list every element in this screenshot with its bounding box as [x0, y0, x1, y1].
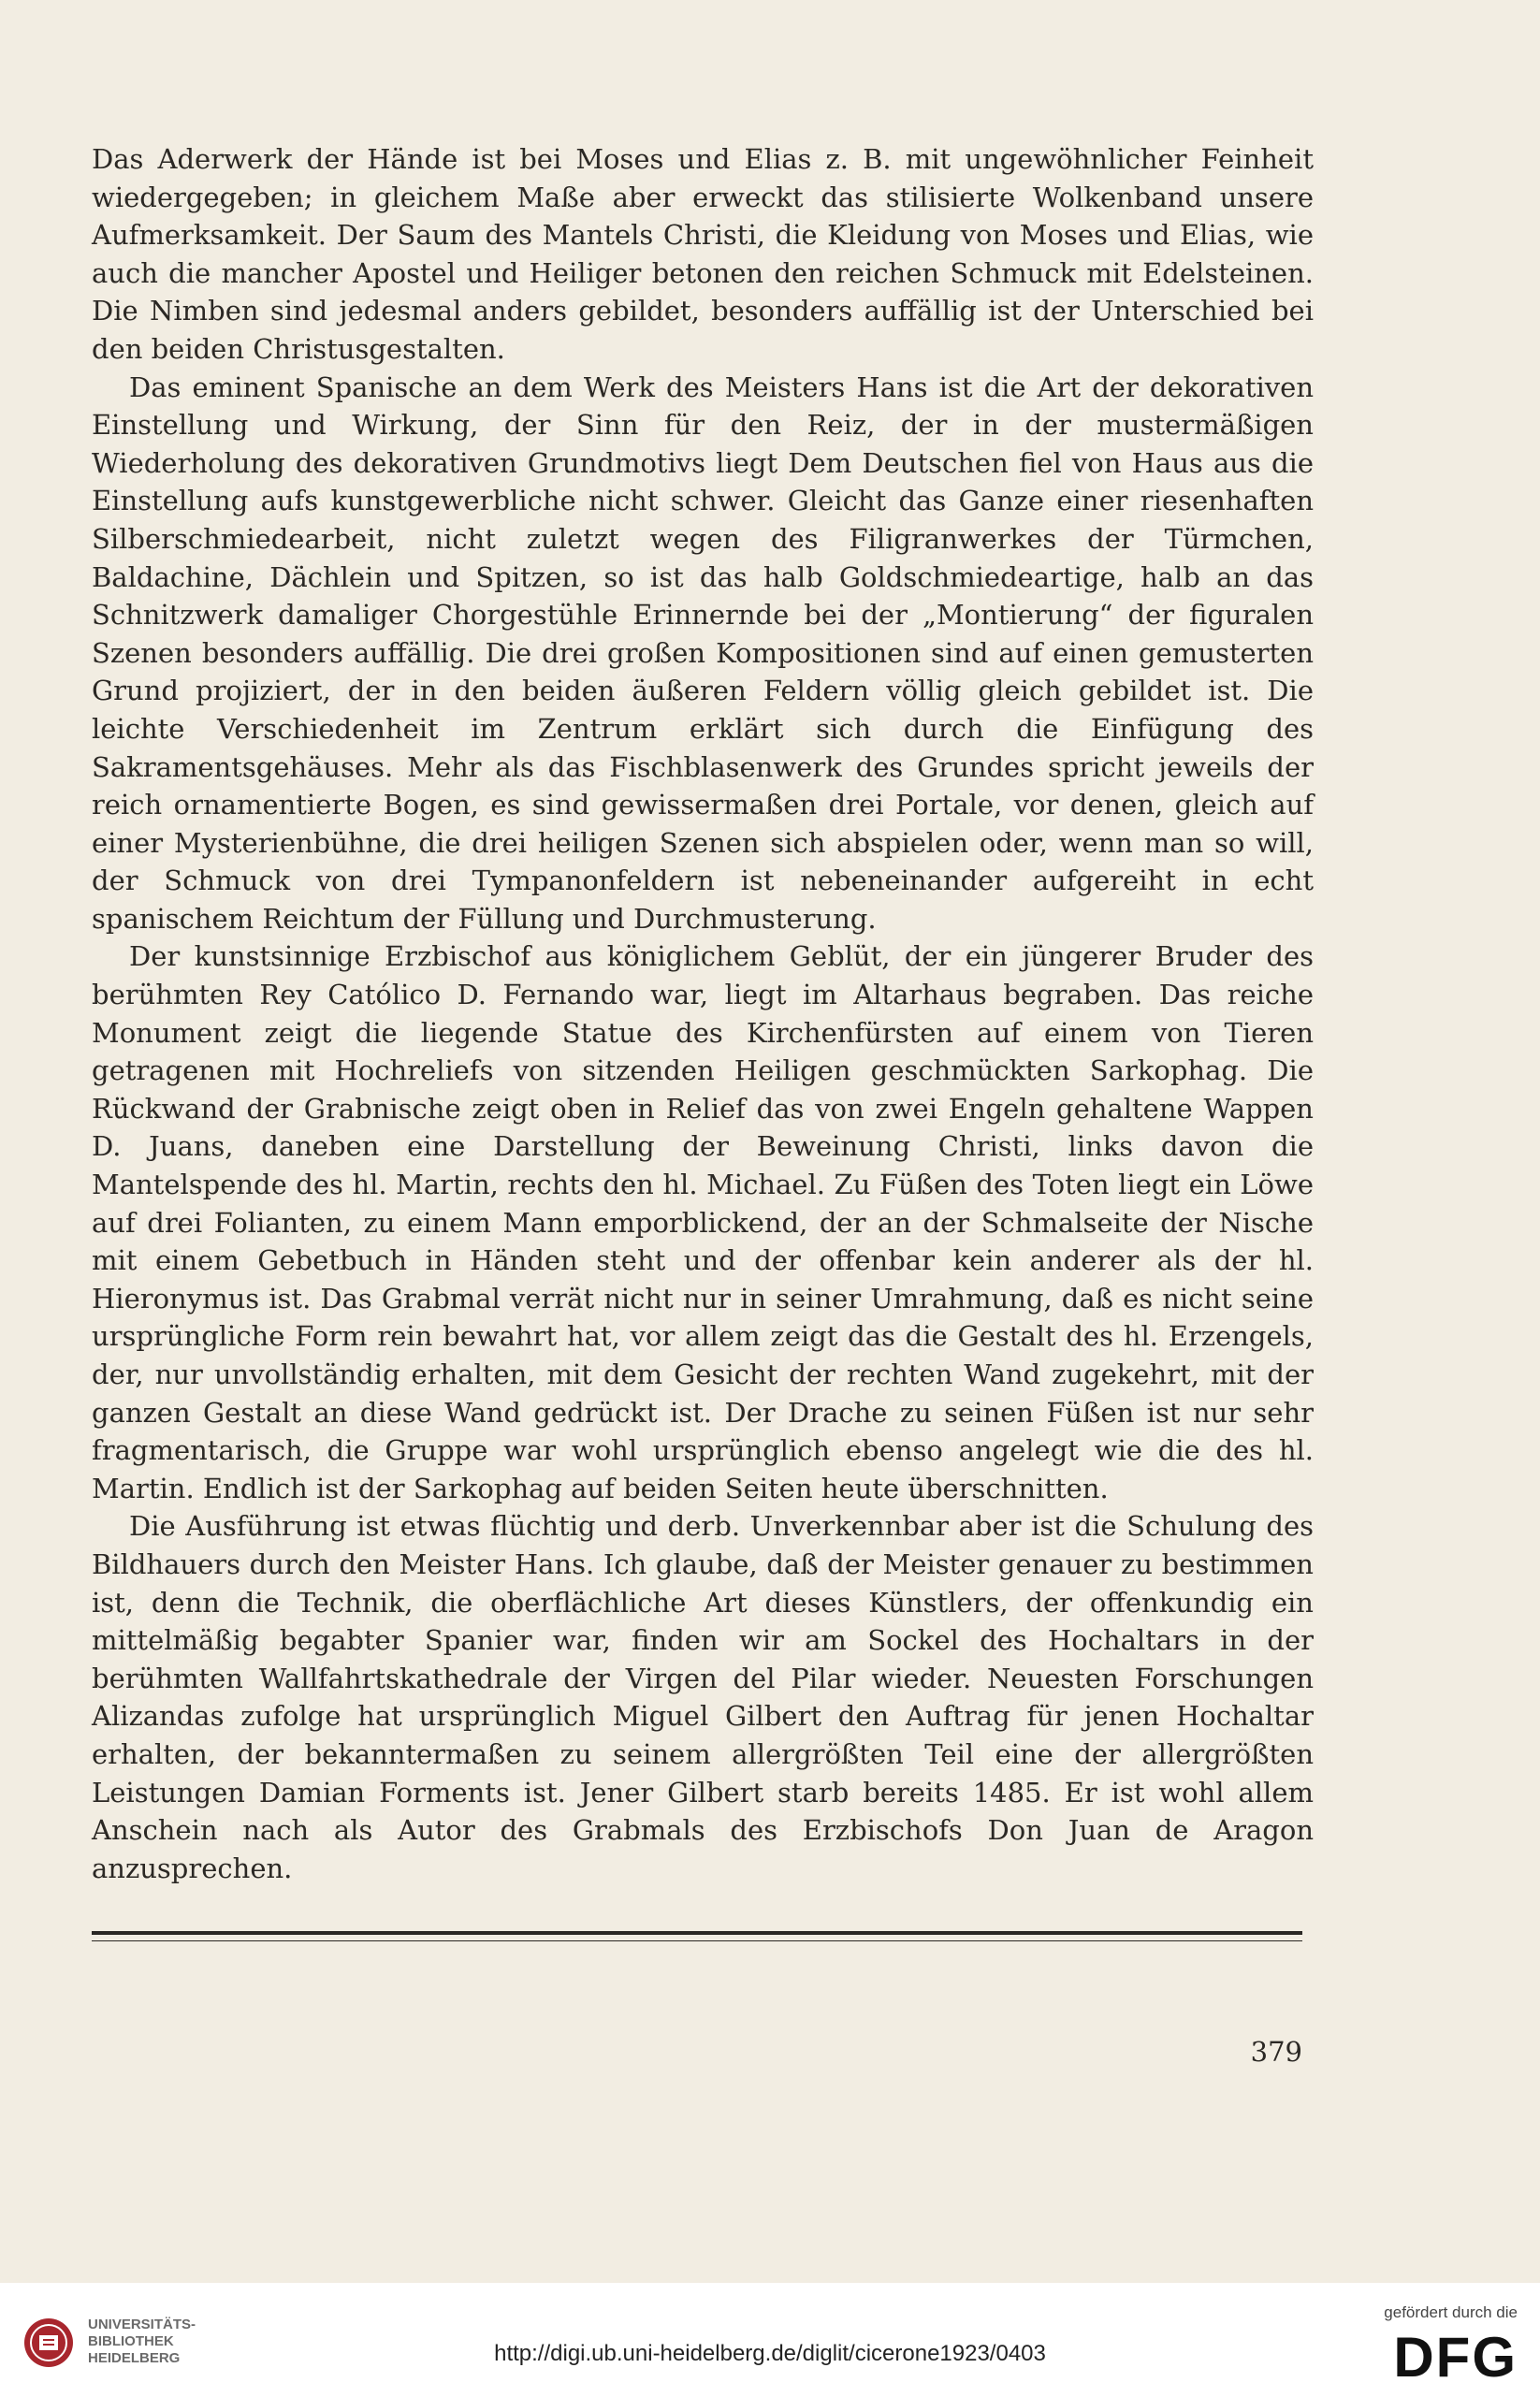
paragraph-2: Das eminent Spanische an dem Werk des Meisters Hans ist die Art der dekorativen Einstellung und Wirkung, der Sinn für den Reiz, der in der mustermäßigen Wiederholung des dekorativen Grundmotivs liegt Dem Deutschen fiel von Haus aus die Einstellung aufs kunstgewerbliche nicht schwer. Gleicht das Ganze einer riesenhaften Silberschmiedearbeit, nicht zuletzt wegen des Filigranwerkes der Türmchen, Baldachine, Dächlein und Spitzen, so ist das halb Goldschmiedeartige, halb an das Schnitzwerk damaliger Chorgestühle Erinnernde bei der „Montierung“ der figuralen Szenen besonders auffällig. Die drei großen Kompositionen sind auf einen gemusterten Grund projiziert, der in den beiden äußeren Feldern völlig gleich gebildet ist. Die leichte Verschiedenheit im Zentrum erklärt sich durch die Einfügung des Sakramentsgehäuses. Mehr als das Fischblasenwerk des Grundes spricht jeweils der reich ornamentierte Bogen, es sind gewissermaßen drei Portale, vor denen, gleich auf einer Mysterienbühne, die drei heiligen Szenen sich abspielen oder, wenn man so will, der Schmuck von drei Tympanonfeldern ist nebeneinander aufgereiht in echt spanischem Reichtum der Füllung und Durchmusterung.: [92, 370, 1314, 935]
page-number: 379: [1250, 2036, 1302, 2068]
dfg-logo[interactable]: DFG: [1393, 2326, 1518, 2389]
paragraph-3: Der kunstsinnige Erzbischof aus königlichem Geblüt, der ein jüngerer Bruder des berühmten Rey Católico D. Fernando war, liegt im Altarhaus begraben. Das reiche Monument zeigt die liegende Statue des Kirchenfürsten auf einem von Tieren getragenen mit Hochreliefs von sitzenden Heiligen geschmückten Sarkophag. Die Rückwand der Grabnische zeigt oben in Relief das von zwei Engeln gehaltene Wappen D. Juans, daneben eine Darstellung der Beweinung Christi, links davon die Mantelspende des hl. Martin, rechts den hl. Michael. Zu Füßen des Toten liegt ein Löwe auf drei Folianten, zu einem Mann emporblickend, der an der Schmalseite der Nische mit einem Gebetbuch in Händen steht und der offenbar kein anderer als der hl. Hieronymus ist. Das Grabmal verrät nicht nur in seiner Umrahmung, daß es nicht seine ursprüngliche Form rein bewahrt hat, vor allem zeigt das die Gestalt des hl. Erzengels, der, nur unvollständig erhalten, mit dem Gesicht der rechten Wand zugekehrt, mit der ganzen Gestalt an diese Wand gedrückt ist. Der Drache zu seinen Füßen ist nur sehr fragmentarisch, die Gruppe war wohl ursprünglich ebenso angelegt wie die des hl. Martin. Endlich ist der Sarkophag auf beiden Seiten heute überschnitten.: [92, 940, 1314, 1504]
institution-line: HEIDELBERG: [88, 2350, 181, 2366]
institution-line: UNIVERSITÄTS-: [88, 2317, 196, 2332]
sponsor-label: gefördert durch die: [1384, 2303, 1518, 2321]
body-text: [92, 140, 1314, 1887]
permalink-url[interactable]: http://digi.ub.uni-heidelberg.de/diglit/cicerone1923/0403: [494, 2341, 1046, 2366]
footer-rule-thin: [92, 1940, 1302, 1941]
footer-rule-thick: [92, 1931, 1302, 1935]
paragraph-4: Die Ausführung ist etwas flüchtig und derb. Unverkennbar aber ist die Schulung des Bildhauers durch den Meister Hans. Ich glaube, daß der Meister genauer zu bestimmen ist, denn die Technik, die oberflächliche Art dieses Künstlers, der offenkundig ein mittelmäßig begabter Spanier war, finden wir am Sockel des Hochaltars in der berühmten Wallfahrtskathedrale der Virgen del Pilar wieder. Neuesten Forschungen Alizandas zufolge hat ursprünglich Miguel Gilbert den Auftrag für jenen Hochaltar erhalten, der bekanntermaßen zu seinem allergrößten Teil eine der allergrößten Leistungen Damian Forments ist. Jener Gilbert starb bereits 1485. Er ist wohl allem Anschein nach als Autor des Grabmals des Erzbischofs Don Juan de Aragon anzusprechen.: [92, 1510, 1314, 1884]
institution-line: BIBLIOTHEK: [88, 2333, 174, 2349]
paragraph-1: Das Aderwerk der Hände ist bei Moses und Elias z. B. mit ungewöhnlicher Feinheit wiedergegeben; in gleichem Maße aber erweckt das stilisierte Wolkenband unsere Aufmerksamkeit. Der Saum des Mantels Christi, die Kleidung von Moses und Elias, wie auch die mancher Apostel und Heiliger betonen den reichen Schmuck mit Edelsteinen. Die Nimben sind jedesmal anders gebildet, besonders auffällig ist der Unterschied bei den beiden Christusgestalten.: [92, 143, 1314, 365]
viewer-footer: [0, 2283, 1540, 2397]
